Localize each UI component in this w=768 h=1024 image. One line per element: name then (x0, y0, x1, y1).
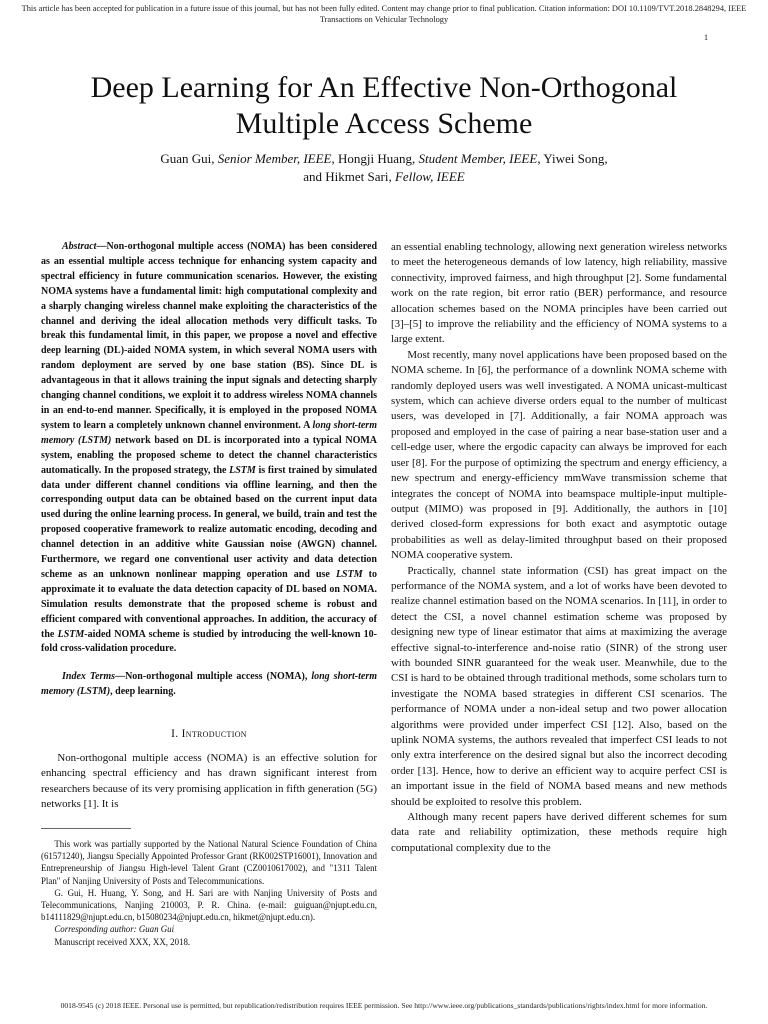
author-text: , Yiwei Song, (537, 151, 608, 166)
index-terms (41, 669, 377, 699)
footnote (41, 838, 377, 948)
paper-title: Deep Learning for An Effective Non-Orthogonal Multiple Access Scheme (90, 71, 678, 140)
abstract-text: -aided NOMA scheme is studied by introducing the well-known 10-fold cross-validation procedure. (41, 628, 377, 655)
section-number: I. (171, 728, 182, 741)
journal-banner: This article has been accepted for publication in a future issue of this journal, but has not been fully edited. Content may change prior to final publication. Citation information: DOI 10.1109/TVT.2018.2848294, IEEE Transactions on Vehicular Technology (21, 4, 747, 24)
authors-line-1 (60, 150, 708, 168)
intro-paragraph: Although many recent papers have derived different schemes for sum data rate and reliability optimization, these methods require high computational complexity due to the (391, 811, 727, 854)
section-title: Introduction (181, 728, 247, 741)
page-number: 1 (704, 33, 708, 42)
abstract-text: network based on DL is incorporated into a typical NOMA system, enabling the proposed scheme to detect the channel characteristics automatically. In the proposed strategy, the (41, 434, 378, 476)
right-column (391, 240, 727, 856)
author-role: Student Member, IEEE (418, 151, 538, 166)
funding-note: This work was partially supported by the National Natural Science Foundation of China (61571240), Jiangsu Specially Appointed Professor Grant (RK002STP16001), Innovation and Entrepreneurship of Jiangsu High-level Talent Grant (CZ0010617002), and "1311 Talent Plan" of Nanjing University of Posts and Telecommunications. (41, 839, 377, 886)
abstract-term: LSTM (57, 628, 85, 640)
author-text: and Hikmet Sari, (303, 169, 395, 184)
abstract-text: —Non-orthogonal multiple access (NOMA) has been considered as an essential multiple access technique for enhancing system capacity and spectral efficiency in future communication scenarios. However, the existing NOMA systems have a fundamental limit: high computational complexity and a sharply changing wireless channel make exploiting the characteristics of the channel and deriving the ideal allocation methods very difficult tasks. To break this fundamental limit, in this paper, we propose a novel and effective deep learning (DL)-aided NOMA system, in which several NOMA users with random deployment are served by one base station (BS). Since DL is advantageous in that it allows training the input signals and detecting sharply changing channel conditions, we exploit it to address wireless NOMA channels in an end-to-end manner. Specifically, it is employed in the proposed NOMA system to learn a completely unknown channel environment. A (41, 241, 377, 431)
corresponding-author: Corresponding author: Guan Gui (54, 924, 175, 935)
abstract-term: LSTM (335, 568, 363, 580)
index-terms-label: Index Terms (62, 671, 116, 683)
authors-line-2 (60, 168, 708, 186)
abstract-label: Abstract (62, 241, 97, 252)
copyright-footer: 0018-9545 (c) 2018 IEEE. Personal use is permitted, but republication/redistribution requires IEEE permission. See http://www.ieee.org/publications_standards/publications/rights/index.html for more information. (60, 1001, 708, 1010)
intro-paragraph: Non-orthogonal multiple access (NOMA) is an effective solution for enhancing spectral efficiency and has drawn significant interest from researchers because of its very promising application in fifth generation (5G) networks [1]. It is (41, 751, 377, 810)
section-heading (41, 727, 377, 742)
abstract (41, 240, 377, 657)
abstract-term: long short-term memory (LSTM) (41, 419, 377, 446)
affiliation-note: G. Gui, H. Huang, Y. Song, and H. Sari are with Nanjing University of Posts and Telecommunications, Nanjing 210003, P. R. China. (e-mail: guiguan@njupt.edu.cn, b14111829@njupt.edu.cn, b15080234@njupt.edu.cn, hikmet@njupt.edu.cn). (41, 887, 377, 923)
author-role: Senior Member, IEEE (217, 151, 332, 166)
intro-paragraph: an essential enabling technology, allowing next generation wireless networks to meet the heterogeneous demands of low latency, high reliability, massive connectivity, improved fairness, and high throughput [2]. Some fundamental work on the rate region, bit error ratio (BER) performance, and resource allocation schemes based on the NOMA principles have been carried out [3]–[5] to improve the reliability and the efficiency of NOMA systems to a large extent. (391, 241, 727, 346)
author-role: Fellow, IEEE (394, 169, 465, 184)
abstract-text: is first trained by simulated data under different channel conditions via offline learning, and then the corresponding output data can be obtained based on the current input data used during the online learning process. In general, we build, train and test the proposed cooperative framework to realize automatic encoding, decoding and channel detection in an additive white Gaussian noise (AWGN) channel. Furthermore, we regard one conventional user activity and data detection scheme as an unknown nonlinear mapping operation and use (41, 464, 377, 580)
author-text: Guan Gui, (160, 151, 218, 166)
manuscript-received: Manuscript received XXX, XX, 2018. (54, 936, 191, 947)
author-list (60, 150, 708, 186)
index-terms-text: —Non-orthogonal multiple access (NOMA), (115, 671, 312, 683)
index-terms-term: long short-term memory (LSTM) (41, 671, 377, 698)
author-text: , Hongji Huang, (331, 151, 419, 166)
index-terms-text: , deep learning. (110, 686, 176, 698)
abstract-text: to approximate it to evaluate the data detection capacity of DL based on NOMA. Simulation results demonstrate that the proposed scheme is robust and efficient compared with conventional approaches. In addition, the accuracy of the (41, 568, 377, 640)
intro-paragraph: Practically, channel state information (CSI) has great impact on the performance of the NOMA system, and a lot of works have been devoted to realize channel estimation based on the NOMA scenarios. In [11], in order to detect the CSI, a novel channel estimation scheme was proposed by designing new type of linear estimator that aims at maximizing the average effective signal-to-interference and-noise ratio (SINR) of the strong user with bounded SINR guaranteed for the weak user. Meanwhile, due to the CSI is hard to be obtained through traditional methods, some scholars turn to investigate the NOMA based strategies in different CSI scenarios. The performance of NOMA under a non-ideal setup and two power allocation algorithms were provided under imperfect CSI [12]. Also, based on the uplink NOMA systems, the authors revealed that imperfect CSI leads to not only extra interference on the desired signal but also the incorrect decoding order [13]. Hence, how to derive an efficient way to acquire perfect CSI is an important issue in the field of NOMA based means and new methods should be exploited to resolve this problem. (391, 564, 727, 808)
intro-paragraph: Most recently, many novel applications have been proposed based on the NOMA scheme. In [6], the performance of a downlink NOMA scheme with randomly deployed users was well investigated. A NOMA unicast-multicast system, which can achieve diverse orders equal to the number of multicast users, was developed in [7]. Additionally, a fair NOMA approach was proposed and employed in the case of pairing a near base-station user and a cell-edge user, where the ergodic capacity can always be improved for each user [8]. For the purpose of optimizing the spectrum and energy efficiency, a new spectrum and energy-efficiency mmWave transmission scheme that integrates the concept of NOMA into beamspace multiple-input multiple-output (MIMO) was proposed in [9]. Additionally, the authors in [10] derived closed-form expressions for both exact and asymptotic outage probabilities as well as delay-limited throughput based on their proposed NOMA cooperative system. (391, 348, 727, 562)
footnote-rule (41, 828, 131, 829)
left-column (41, 240, 377, 812)
abstract-term: LSTM (229, 464, 256, 476)
